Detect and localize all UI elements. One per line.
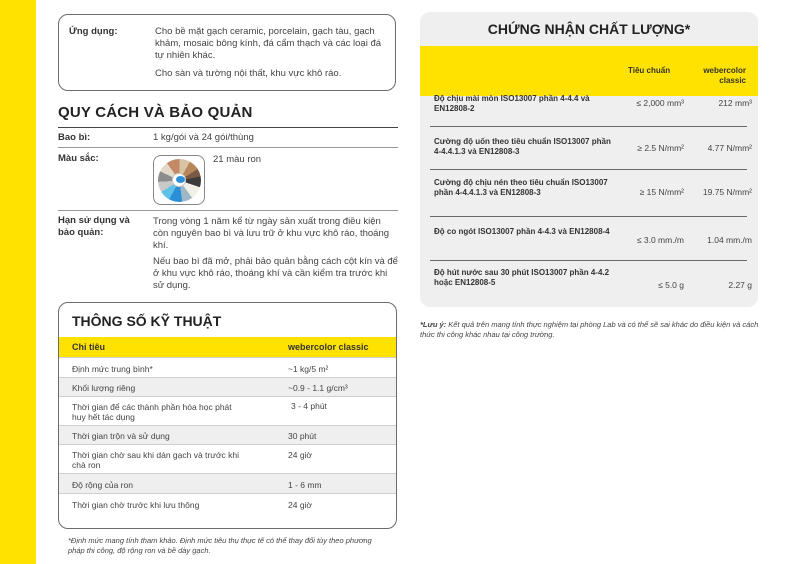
table-row <box>430 260 752 304</box>
storage-text <box>153 216 398 292</box>
storage-text-1: Trong vòng 1 năm kể từ ngày sản xuất trong điều kiện còn nguyên bao bì và lưu trữ ở khu vực khô ráo, thoáng khí. <box>153 216 390 251</box>
cert-cell: Độ co ngót ISO13007 phần 4-4.3 và EN12808-4 <box>434 227 610 236</box>
cert-cell: ≥ 2.5 N/mm² <box>637 143 684 153</box>
packaging-title: QUY CÁCH VÀ BẢO QUẢN <box>58 104 253 121</box>
cert-cell: 212 mm³ <box>718 98 752 108</box>
yellow-side-strip <box>0 0 36 564</box>
tech-cell: 3 - 4 phút <box>291 401 327 411</box>
application-box <box>58 14 396 91</box>
tech-cell: Thời gian chờ sau khi dán gạch và trước khi chà ron <box>72 450 239 470</box>
cert-cell: 1.04 mm./m <box>707 235 752 245</box>
table-row <box>59 473 396 493</box>
divider <box>58 147 398 148</box>
divider <box>58 210 398 211</box>
table-row <box>430 126 752 169</box>
tech-cell: Định mức trung bình* <box>72 364 153 374</box>
tech-cell: 30 phút <box>288 431 317 441</box>
tech-title: THÔNG SỐ KỸ THUẬT <box>72 313 222 329</box>
cert-cell: 19.75 N/mm² <box>702 187 752 197</box>
tech-cell: Thời gian để các thành phần hóa học phát huy hết tác dụng <box>72 402 232 422</box>
color-label: Màu sắc: <box>58 153 99 164</box>
tech-cell: Khối lượng riêng <box>72 383 136 393</box>
table-row <box>59 357 396 377</box>
cert-footnote <box>420 320 760 340</box>
color-swatch-image <box>153 155 205 205</box>
application-label: Ứng dụng: <box>69 26 118 37</box>
tech-cell: 24 giờ <box>288 450 313 460</box>
packaging-value: 1 kg/gói và 24 gói/thùng <box>153 132 254 143</box>
packaging-label: Bao bì: <box>58 132 91 143</box>
tech-header <box>59 337 396 357</box>
cert-title: CHỨNG NHẬN CHẤT LƯỢNG* <box>487 21 691 37</box>
application-text-2: Cho sàn và tường nội thất, khu vực khô ráo. <box>155 68 342 79</box>
tech-cell: Độ rộng của ron <box>72 480 133 490</box>
cert-cell: Cường độ chịu nén theo tiêu chuẩn ISO13007 phần 4-4.4.1.3 và EN12808-3 <box>434 178 608 197</box>
cert-cell: Độ hút nước sau 30 phút ISO13007 phần 4-4.2 hoặc EN12808-5 <box>434 268 610 287</box>
storage-label: Hạn sử dụng và bảo quản: <box>58 215 130 238</box>
cert-note-text: Kết quả trên mang tính thực nghiệm tại phòng Lab và có thể sẽ sai khác do điều kiện và cách thức thi công khác nhau tại công trường. <box>420 320 759 339</box>
cert-cell: ≤ 3.0 mm./m <box>636 235 684 245</box>
tech-specs-box <box>58 302 397 529</box>
table-row <box>59 425 396 444</box>
tech-cell: 24 giờ <box>288 500 313 510</box>
table-row <box>430 216 752 260</box>
tech-header-criteria: Chỉ tiêu <box>72 342 105 352</box>
cert-cell: 4.77 N/mm² <box>707 143 752 153</box>
storage-text-2: Nếu bao bì đã mở, phải bảo quản bằng cách cột kín và để ở khu vực khô ráo, thoáng khí và cần kiểm tra trước khi sử dụng. <box>153 256 398 291</box>
tech-cell: Thời gian trộn và sử dụng <box>72 431 170 441</box>
divider <box>58 127 398 128</box>
cert-note-prefix: *Lưu ý: <box>420 320 447 329</box>
cert-header-product: webercolor classic <box>703 66 746 85</box>
cert-cell: 2.27 g <box>728 280 752 290</box>
cert-cell: ≥ 15 N/mm² <box>639 187 684 197</box>
application-description <box>155 26 387 80</box>
table-row <box>59 444 396 473</box>
table-row <box>430 169 752 216</box>
cert-header-standard: Tiêu chuẩn <box>628 66 671 75</box>
cert-cell: Cường độ uốn theo tiêu chuẩn ISO13007 phần 4-4.4.1.3 và EN12808-3 <box>434 137 611 156</box>
table-row <box>59 377 396 396</box>
tech-cell: Thời gian chờ trước khi lưu thông <box>72 500 200 510</box>
tech-cell: 1 - 6 mm <box>288 480 322 490</box>
cert-cell: ≤ 2,000 mm³ <box>636 98 684 108</box>
tech-cell: ~1 kg/5 m² <box>288 364 329 374</box>
application-text-1: Cho bề mặt gạch ceramic, porcelain, gạch tàu, gạch khảm, mosaic bông kính, đá cẩm thạch và các loại đá tự nhiên khác. <box>155 26 382 61</box>
tech-header-product: webercolor classic <box>288 342 369 352</box>
color-value: 21 màu ron <box>213 154 262 165</box>
cert-cell: ≤ 5.0 g <box>658 280 684 290</box>
table-row <box>59 493 396 515</box>
table-row <box>430 84 752 126</box>
tech-cell: ~0.9 - 1.1 g/cm³ <box>288 383 348 393</box>
tech-footnote: *Định mức mang tính tham khảo. Định mức tiêu thụ thực tế có thể thay đổi tùy theo phương pháp thi công, độ rộng ron và bề dày gạch. <box>68 536 372 555</box>
cert-cell: Độ chịu mài mòn ISO13007 phần 4-4.4 và EN12808-2 <box>434 94 590 113</box>
table-row <box>59 396 396 425</box>
